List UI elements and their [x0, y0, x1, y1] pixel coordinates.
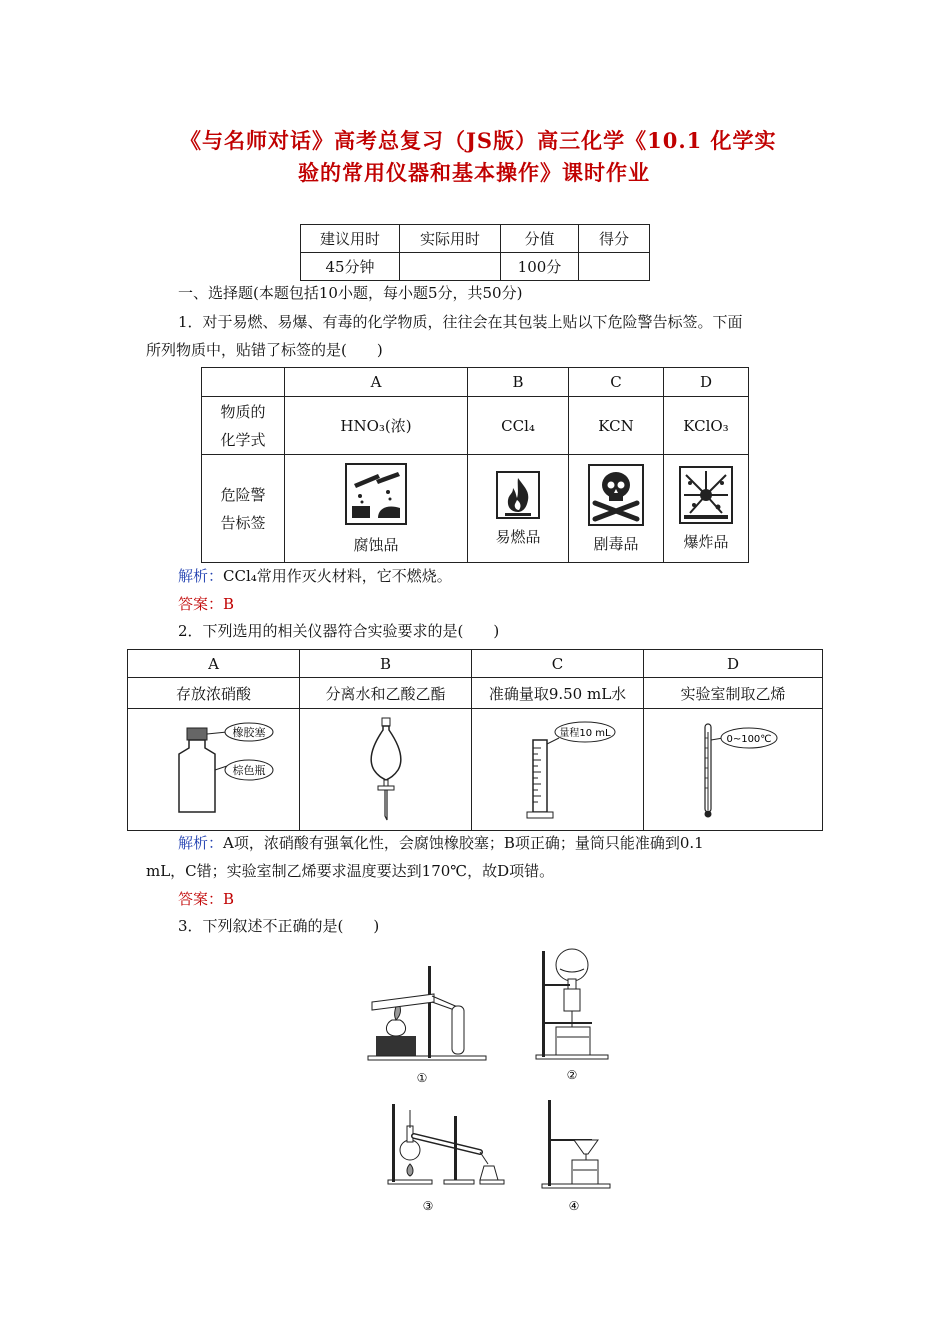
q2-apparatus-a [128, 709, 300, 831]
q1-formula-label-1: 物质的 [220, 402, 266, 421]
q2-task-row [128, 678, 823, 709]
q1-formula-d: KClO₃ [664, 397, 749, 455]
q2-col-d: D [644, 650, 823, 678]
q1-formula-b: CCl₄ [468, 397, 569, 455]
q1-formula-c: KCN [569, 397, 664, 455]
q1-col-d: D [664, 368, 749, 397]
q2-table [127, 649, 823, 831]
q2-task-d: 实验室制取乙烯 [644, 678, 823, 709]
title-line-2: 验的常用仪器和基本操作》课时作业 [298, 160, 650, 185]
separatory-funnel-icon [356, 716, 416, 824]
q1-sign-c [569, 455, 664, 563]
header-actual-time: 实际用时 [400, 225, 501, 253]
q2-analysis-prefix: 解析： [178, 834, 224, 852]
graduated-cylinder-icon [493, 718, 623, 822]
q1-col-c: C [569, 368, 664, 397]
q1-analysis [178, 565, 452, 586]
q2-analysis-line-1 [178, 832, 704, 853]
q2-col-c: C [472, 650, 644, 678]
q1-label-d: 爆炸品 [683, 533, 729, 551]
header-suggested-time: 建议用时 [301, 225, 400, 253]
value-actual-time[interactable] [400, 253, 501, 281]
q2-col-b: B [300, 650, 472, 678]
section-heading: 一、选择题(本题包括10小题，每小题5分，共50分) [178, 284, 523, 302]
q2-answer: 答案：B [178, 890, 235, 908]
q1-sign-b [468, 455, 569, 563]
q2-apparatus-c [472, 709, 644, 831]
apparatus-4-icon [530, 1096, 620, 1216]
reagent-bottle-icon [149, 720, 279, 820]
header-points-earned: 得分 [579, 225, 650, 253]
bottle-callout: 棕色瓶 [232, 763, 265, 777]
q1-analysis-prefix: 解析： [178, 567, 224, 585]
q1-answer: 答案：B [178, 595, 235, 613]
corrosive-icon [344, 462, 408, 526]
q1-sign-d [664, 455, 749, 563]
q1-table [201, 367, 749, 563]
q2-col-a: A [128, 650, 300, 678]
q1-formula-label [202, 397, 285, 455]
value-score: 100分 [501, 253, 579, 281]
q2-task-c: 准确量取9.50 mL水 [472, 678, 644, 709]
q3-stem: 3．下列叙述不正确的是( ) [178, 917, 380, 935]
q2-apparatus-d [644, 709, 823, 831]
value-points-earned[interactable] [579, 253, 650, 281]
q1-hazard-label [202, 455, 285, 563]
q1-col-b: B [468, 368, 569, 397]
q1-label-row [202, 455, 749, 563]
apparatus-3-icon [384, 1100, 534, 1218]
apparatus-1-icon [362, 958, 512, 1088]
thermometer-icon [673, 718, 793, 822]
figure-label-1: ① [416, 1071, 428, 1085]
q1-stem-line-1: 1．对于易燃、易爆、有毒的化学物质，往往会在其包装上贴以下危险警告标签。下面 [178, 313, 743, 331]
q1-col-a: A [285, 368, 468, 397]
score-table-values [301, 253, 650, 281]
score-table [300, 224, 650, 281]
skull-toxic-icon [587, 463, 645, 527]
thermometer-callout: 0~100℃ [726, 733, 772, 745]
q2-analysis-text-1: A项，浓硝酸有强氧化性，会腐蚀橡胶塞；B项正确；量筒只能准确到0.1 [223, 834, 704, 852]
q1-formula-row [202, 397, 749, 455]
q2-header-row [128, 650, 823, 678]
q2-stem: 2．下列选用的相关仪器符合实验要求的是( ) [178, 622, 500, 640]
q2-apparatus-row [128, 709, 823, 831]
header-score-value: 分值 [501, 225, 579, 253]
q1-label-a: 腐蚀品 [353, 536, 399, 554]
q2-task-a: 存放浓硝酸 [128, 678, 300, 709]
q1-sign-a [285, 455, 468, 563]
q1-hazard-label-2: 告标签 [220, 513, 266, 532]
explosive-icon [678, 465, 734, 525]
q1-formula-a: HNO₃(浓) [285, 397, 468, 455]
q2-analysis-line-2: mL，C错；实验室制乙烯要求温度要达到170℃，故D项错。 [146, 862, 555, 880]
stopper-callout: 橡胶塞 [232, 725, 265, 739]
q1-label-c: 剧毒品 [593, 535, 639, 553]
q1-stem-line-2: 所列物质中，贴错了标签的是( ) [146, 341, 383, 359]
q2-apparatus-b [300, 709, 472, 831]
figure-label-3: ③ [422, 1199, 434, 1213]
flammable-icon [495, 470, 541, 520]
q2-task-b: 分离水和乙酸乙酯 [300, 678, 472, 709]
apparatus-2-icon [528, 945, 618, 1085]
q1-header-row [202, 368, 749, 397]
value-suggested-time: 45分钟 [301, 253, 400, 281]
score-table-header [301, 225, 650, 253]
q1-formula-label-2: 化学式 [220, 430, 266, 449]
figure-label-2: ② [566, 1068, 578, 1082]
q1-label-b: 易燃品 [495, 528, 541, 546]
figure-label-4: ④ [568, 1199, 580, 1213]
title-line-1: 《与名师对话》高考总复习（JS版）高三化学《10.1 化学实 [180, 128, 777, 153]
q1-corner-cell [202, 368, 285, 397]
q1-analysis-text: CCl₄常用作灭火材料，它不燃烧。 [223, 567, 452, 585]
q1-hazard-label-1: 危险警 [220, 485, 266, 504]
cylinder-callout: 量程10 mL [558, 727, 611, 739]
